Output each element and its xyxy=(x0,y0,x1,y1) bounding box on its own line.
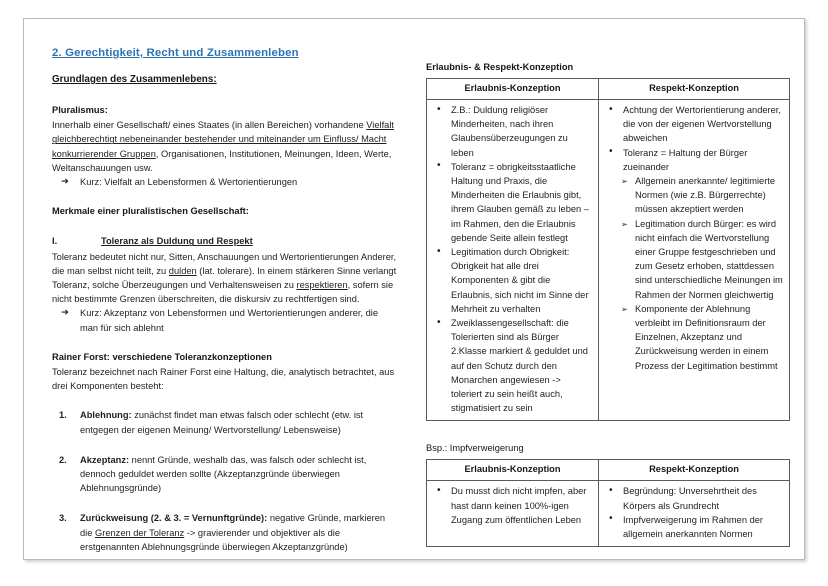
toleranz-text-1: Toleranz bedeutet nicht nur, Sitten, Anschauungen und Wertorientierungen Anderer, die man selbst nicht teilt, zu xyxy=(52,251,397,276)
forst-intro-paragraph: Toleranz bezeichnet nach Rainer Forst eine Haltung, die, analytisch betrachtet, aus drei Komponenten besteht: xyxy=(52,367,395,392)
table-one-caption: Erlaubnis- & Respekt-Konzeption xyxy=(426,62,574,72)
list-item: • Z.B.: Duldung religiöser Minderheiten, nach ihren Glaubensüberzeugungen zu leben xyxy=(429,103,593,160)
list-item-label: Ablehnung: xyxy=(80,410,132,421)
merkmale-heading: Merkmale einer pluralistischen Gesellschaft: xyxy=(52,206,249,217)
list-item xyxy=(52,408,397,436)
list-item: ➢ Komponente der Ablehnung verbleibt im Definitionsraum der Einzelnen, Akzeptanz und Zurückweisung werden in einem Prozess der Legitimation bestimmt xyxy=(615,302,784,373)
toleranz-section-numeral: I. xyxy=(52,236,58,247)
table-two-caption: Bsp.: Impfverweigerung xyxy=(426,443,524,454)
toleranz-section-heading xyxy=(52,234,397,248)
toleranz-underline-respektieren: respektieren xyxy=(296,280,348,291)
table-two-cell-respekt xyxy=(599,481,790,547)
list-item: • Begründung: Unversehrtheit des Körpers als Grundrecht xyxy=(601,484,784,512)
spacer xyxy=(52,219,397,234)
table-header-row xyxy=(427,460,790,481)
spacer xyxy=(426,421,791,442)
list-item-number: 3. xyxy=(59,513,67,524)
table-one-right-subbullet-list xyxy=(615,174,784,373)
section-subheading: Grundlagen des Zusammenlebens: xyxy=(52,74,217,85)
table-two-cell-erlaubnis xyxy=(427,481,599,547)
list-item-text: nennt Gründe, weshalb das, was falsch oder schlecht ist, dennoch geduldet werden sollte (Akzeptanzgründe überwiegen Ablehnungsgründe) xyxy=(80,454,367,494)
right-table-column xyxy=(426,61,791,547)
toleranz-summary-text: Kurz: Akzeptanz von Lebensformen und Wertorientierungen anderer, die man für sich ablehnt xyxy=(80,308,379,333)
toleranz-section-title: Toleranz als Duldung und Respekt xyxy=(101,236,253,247)
list-item-text-2: -> gravierender und objektiver als die erstgenannten Ablehnungsgründe überwiegen Akzeptanzgründe) xyxy=(80,527,348,552)
list-item: • Legitimation durch Obrigkeit: Obrigkeit hat alle drei Komponenten & gibt die Erlaubnis, sich nicht im Sinne der Mehrheit zu verhalten xyxy=(429,245,593,316)
table-row xyxy=(427,100,790,421)
pluralismus-summary-text: Kurz: Vielfalt an Lebensformen & Wertorientierungen xyxy=(80,177,298,188)
toleranz-underline-dulden: dulden xyxy=(168,265,197,276)
list-item: • Impfverweigerung im Rahmen der allgemein anerkannten Normen xyxy=(601,513,784,541)
list-item: • Toleranz = Haltung der Bürger zueinander xyxy=(601,146,784,174)
list-item-text: zunächst findet man etwas falsch oder schlecht (etw. ist entgegen der eigenen Meinung/ Wertvorstellung/ Lebensweise) xyxy=(80,410,364,435)
table-one-left-bullet-list xyxy=(429,103,593,415)
toleranz-text-3: , sofern sie nicht bestimmte Grenzen überschreiten, die diskursiv zu rechtfertigen sind. xyxy=(52,280,394,305)
document-page xyxy=(23,18,805,560)
toleranz-text-2: (lat. tolerare). In einem stärkeren Sinne verlangt Toleranz, solche Überzeugungen und Verhaltensweisen zu xyxy=(52,265,397,291)
pluralismus-text-underlined: Vielfalt gleichberechtigt nebeneinander bestehender und miteinander um Einfluss/ Macht konkurrierender Gruppen xyxy=(52,120,394,159)
spacer xyxy=(52,189,397,204)
impfverweigerung-table xyxy=(426,459,790,547)
list-item: • Toleranz = obrigkeitsstaatliche Haltung und Praxis, die Minderheiten die Erlaubnis gibt, ihrem Glauben gemäß zu leben – im Rahmen, den die Erlaubnis gebende Seite allein festlegt xyxy=(429,160,593,245)
list-item: • Du musst dich nicht impfen, aber hast dann keinen 100%-igen Zugang zum öffentlichen Leben xyxy=(429,484,593,527)
table-header-row xyxy=(427,79,790,100)
table-row xyxy=(427,481,790,547)
spacer xyxy=(52,393,397,408)
list-item-label: Zurückweisung (2. & 3. = Vernunftgründe): xyxy=(80,513,268,524)
table-two-right-bullet-list xyxy=(601,484,784,541)
list-item xyxy=(52,511,397,554)
list-item-number: 2. xyxy=(59,454,67,465)
table-one-col-header-respekt: Respekt-Konzeption xyxy=(599,79,790,100)
table-two-col-header-erlaubnis: Erlaubnis-Konzeption xyxy=(427,460,599,481)
list-item: ➢ Allgemein anerkannte/ legitimierte Normen (wie z.B. Bürgerrechte) müssen akzeptiert werden xyxy=(615,174,784,217)
pluralismus-text-tail: , Organisationen, Institutionen, Meinungen, Ideen, Werte, Weltanschauungen usw. xyxy=(52,148,392,173)
left-text-column xyxy=(52,46,397,554)
forst-numbered-list xyxy=(52,408,397,554)
toleranz-summary-item xyxy=(52,306,397,334)
pluralismus-heading: Pluralismus: xyxy=(52,105,108,115)
pluralismus-text-lead: Innerhalb einer Gesellschaft/ eines Staates (in allen Bereichen) vorhandene xyxy=(52,120,367,131)
pluralismus-paragraph xyxy=(52,118,397,175)
pluralismus-summary-item xyxy=(52,175,397,189)
list-item: ➢ Legitimation durch Bürger: es wird nicht einfach die Wertvorstellung einer Gruppe festgeschrieben und zum Gesetz erhoben, stattdessen sind unterschiedliche Meinungen im Rahmen der Normen gleichwertig xyxy=(615,217,784,302)
list-item-text-1: negative Gründe, markieren die xyxy=(80,513,386,538)
page-content-area xyxy=(24,19,805,560)
arrow-right-icon: ➜ xyxy=(61,176,69,188)
list-item-label: Akzeptanz: xyxy=(80,454,130,465)
forst-heading: Rainer Forst: verschiedene Toleranzkonzeptionen xyxy=(52,351,272,362)
erlaubnis-respekt-table xyxy=(426,78,790,421)
table-one-cell-erlaubnis xyxy=(427,100,599,421)
table-two-left-bullet-list xyxy=(429,484,593,527)
table-one-cell-respekt xyxy=(599,100,790,421)
table-one-right-bullet-list xyxy=(601,103,784,174)
list-item: • Zweiklassengesellschaft: die Tolerierten sind als Bürger 2.Klasse markiert & geduldet und auf den Schutz durch den Monarchen angewiesen -> toleriert zu sein heißt auch, stigmatisiert zu sein xyxy=(429,316,593,415)
list-item xyxy=(52,453,397,496)
page-title: 2. Gerechtigkeit, Recht und Zusammenleben xyxy=(52,47,299,59)
arrow-right-icon: ➜ xyxy=(61,307,69,319)
list-item-underline: Grenzen der Toleranz xyxy=(95,527,185,538)
spacer xyxy=(52,335,397,350)
list-item-number: 1. xyxy=(59,410,67,421)
list-item: • Achtung der Wertorientierung anderer, die von der eigenen Wertvorstellung abweichen xyxy=(601,103,784,146)
table-two-col-header-respekt: Respekt-Konzeption xyxy=(599,460,790,481)
table-one-col-header-erlaubnis: Erlaubnis-Konzeption xyxy=(427,79,599,100)
toleranz-paragraph xyxy=(52,250,397,307)
